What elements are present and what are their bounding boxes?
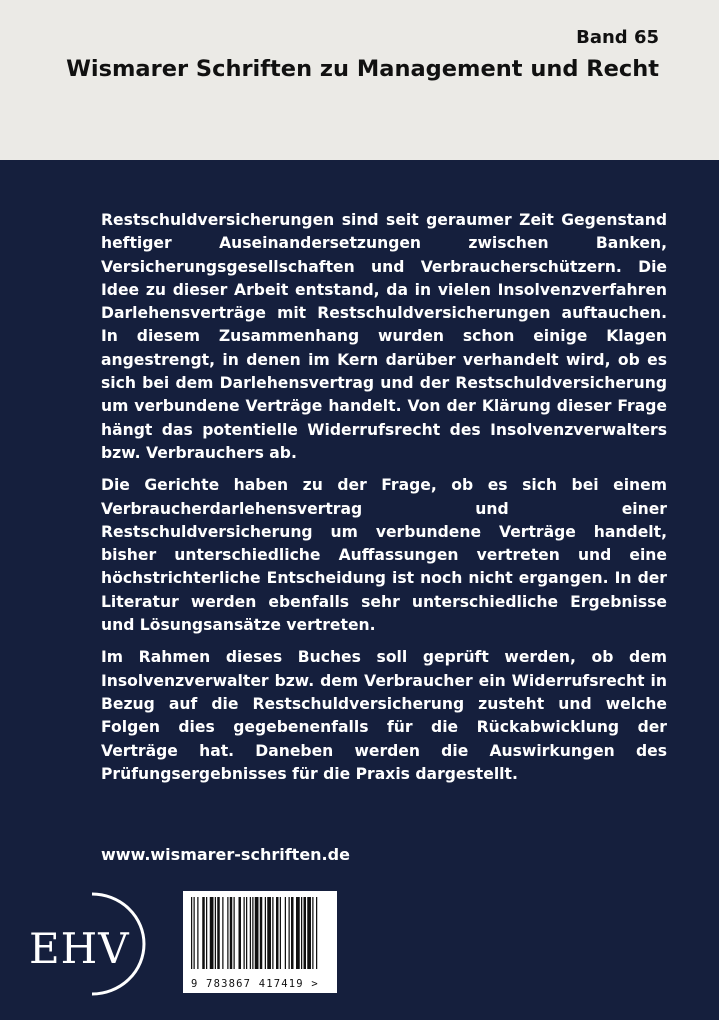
barcode	[183, 891, 337, 993]
publisher-logo: EHV	[29, 924, 130, 973]
header-band	[0, 0, 719, 160]
back-cover-blurb	[101, 209, 667, 795]
series-title: Wismarer Schriften zu Management und Recht	[66, 56, 659, 82]
blurb-paragraph: Im Rahmen dieses Buches soll geprüft werden, ob dem Insolvenzverwalter bzw. dem Verbraucher ein Widerrufsrecht in Bezug auf die Restschuldversicherung zusteht und welche Folgen dies gegebenenfalls für die Rückabwicklung der Verträge hat. Daneben werden die Auswirkungen des Prüfungsergebnisses für die Praxis dargestellt.	[101, 648, 667, 783]
blurb-paragraph: Die Gerichte haben zu der Frage, ob es sich bei einem Verbraucherdarlehensvertrag und einer Restschuldversicherung um verbundene Verträge handelt, bisher unterschiedliche Auffassungen vertreten und eine höchstrichterliche Entscheidung ist noch nicht ergangen. In der Literatur werden ebenfalls sehr unterschiedliche Ergebnisse und Lösungsansätze vertreten.	[101, 476, 667, 635]
volume-label: Band 65	[576, 27, 659, 48]
isbn-number: 9 783867 417419 >	[191, 978, 319, 990]
website-link[interactable]: www.wismarer-schriften.de	[101, 845, 350, 864]
barcode-bars-icon	[189, 897, 331, 969]
blurb-paragraph: Restschuldversicherungen sind seit geraumer Zeit Gegenstand heftiger Auseinandersetzungen zwischen Banken, Versicherungsgesellschaften und Verbraucherschützern. Die Idee zu dieser Arbeit entstand, da in vielen Insolvenzverfahren Darlehensverträge mit Restschuldversicherungen auftauchen. In diesem Zusammenhang wurden schon einige Klagen angestrengt, in denen im Kern darüber verhandelt wird, ob es sich bei dem Darlehensvertrag und der Restschuldversicherung um verbundene Verträge handelt. Von der Klärung dieser Frage hängt das potentielle Widerrufsrecht des Insolvenzverwalters bzw. Verbrauchers ab.	[101, 211, 667, 462]
